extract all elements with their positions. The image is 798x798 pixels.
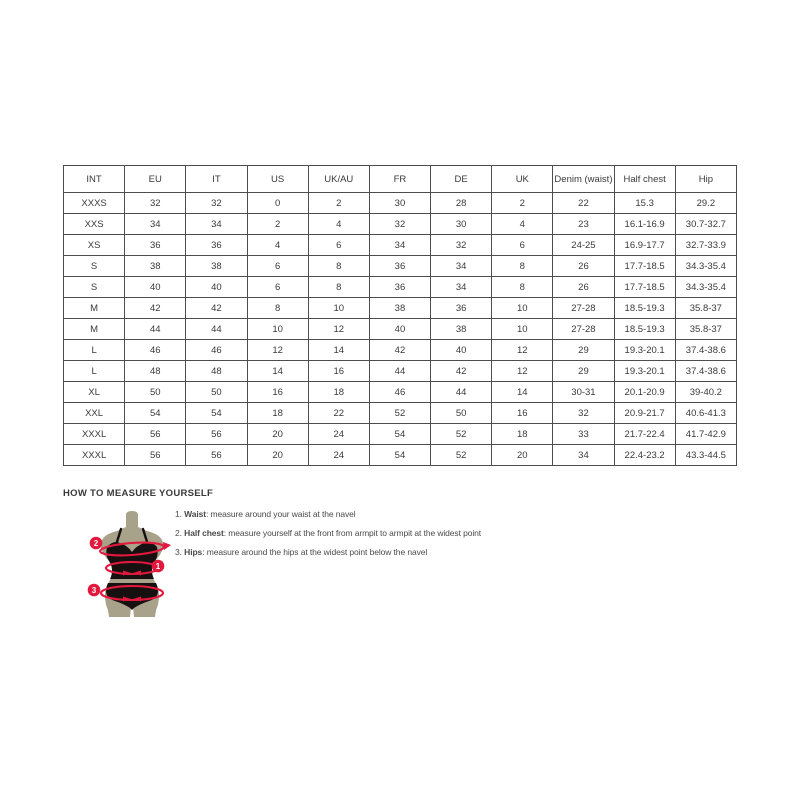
column-header-half-chest: Half chest [614, 166, 675, 193]
table-cell: 44 [186, 319, 247, 340]
size-conversion-table [63, 165, 737, 466]
table-cell: 8 [247, 298, 308, 319]
table-cell: 18.5-19.3 [614, 319, 675, 340]
table-cell: 32.7-33.9 [675, 235, 736, 256]
table-cell: 28 [431, 193, 492, 214]
table-cell: 6 [247, 256, 308, 277]
table-cell: M [64, 319, 125, 340]
step-number: 2. [175, 528, 185, 538]
table-cell: 38 [369, 298, 430, 319]
table-cell: 40 [186, 277, 247, 298]
table-cell: 34 [553, 445, 614, 466]
table-cell: 37.4-38.6 [675, 361, 736, 382]
table-cell: 32 [186, 193, 247, 214]
table-cell: 36 [369, 277, 430, 298]
table-cell: 22 [308, 403, 369, 424]
table-cell: 44 [125, 319, 186, 340]
table-cell: 4 [492, 214, 553, 235]
table-cell: 34 [369, 235, 430, 256]
table-cell: 16 [492, 403, 553, 424]
table-row [64, 340, 737, 361]
column-header-it: IT [186, 166, 247, 193]
table-cell: 30 [431, 214, 492, 235]
table-cell: 6 [308, 235, 369, 256]
step-text: : measure yourself at the front from armpit to armpit at the widest point [223, 528, 482, 538]
badge-number: 3 [91, 586, 97, 595]
table-row [64, 298, 737, 319]
table-row [64, 445, 737, 466]
table-cell: 38 [186, 256, 247, 277]
table-cell: XXXL [64, 424, 125, 445]
column-header-int: INT [64, 166, 125, 193]
table-cell: 12 [308, 319, 369, 340]
badge-hips [88, 584, 101, 597]
column-header-uk: UK [492, 166, 553, 193]
size-table-head [64, 166, 737, 193]
table-cell: 52 [431, 445, 492, 466]
table-cell: 54 [125, 403, 186, 424]
table-cell: 14 [492, 382, 553, 403]
table-row [64, 256, 737, 277]
table-cell: 34.3-35.4 [675, 277, 736, 298]
table-cell: XS [64, 235, 125, 256]
table-cell: 26 [553, 277, 614, 298]
table-cell: XXXS [64, 193, 125, 214]
table-cell: 22 [553, 193, 614, 214]
table-cell: 16.1-16.9 [614, 214, 675, 235]
table-cell: 56 [186, 445, 247, 466]
table-cell: 52 [369, 403, 430, 424]
table-cell: 8 [492, 277, 553, 298]
table-cell: 56 [125, 445, 186, 466]
column-header-de: DE [431, 166, 492, 193]
table-cell: 24 [308, 445, 369, 466]
table-cell: 32 [553, 403, 614, 424]
table-cell: 54 [369, 424, 430, 445]
table-cell: 48 [186, 361, 247, 382]
table-cell: 36 [431, 298, 492, 319]
table-cell: 40.6-41.3 [675, 403, 736, 424]
table-cell: 29.2 [675, 193, 736, 214]
table-cell: 2 [247, 214, 308, 235]
table-cell: 23 [553, 214, 614, 235]
table-cell: 8 [308, 277, 369, 298]
table-row [64, 382, 737, 403]
table-cell: 56 [186, 424, 247, 445]
table-cell: 30 [369, 193, 430, 214]
table-cell: 34 [431, 256, 492, 277]
table-cell: 17.7-18.5 [614, 256, 675, 277]
size-table-header-row [64, 166, 737, 193]
measure-steps [175, 505, 481, 562]
table-cell: 6 [492, 235, 553, 256]
table-row [64, 193, 737, 214]
table-cell: 20 [247, 424, 308, 445]
table-cell: S [64, 277, 125, 298]
table-cell: 54 [369, 445, 430, 466]
table-cell: 15.3 [614, 193, 675, 214]
table-cell: 29 [553, 340, 614, 361]
table-cell: 4 [247, 235, 308, 256]
table-row [64, 277, 737, 298]
table-cell: 2 [308, 193, 369, 214]
table-cell: 36 [369, 256, 430, 277]
table-cell: 30-31 [553, 382, 614, 403]
table-cell: 16.9-17.7 [614, 235, 675, 256]
table-row [64, 361, 737, 382]
table-cell: 48 [125, 361, 186, 382]
table-cell: 26 [553, 256, 614, 277]
table-cell: 12 [492, 340, 553, 361]
table-cell: 18.5-19.3 [614, 298, 675, 319]
step-label: Waist [184, 509, 207, 519]
size-table-body [64, 193, 737, 466]
table-cell: 36 [186, 235, 247, 256]
table-cell: 40 [369, 319, 430, 340]
table-cell: 50 [125, 382, 186, 403]
table-cell: 39-40.2 [675, 382, 736, 403]
table-cell: 10 [308, 298, 369, 319]
table-cell: 6 [247, 277, 308, 298]
table-cell: 34 [186, 214, 247, 235]
table-cell: 36 [125, 235, 186, 256]
table-cell: 19.3-20.1 [614, 340, 675, 361]
table-cell: 42 [369, 340, 430, 361]
table-cell: 29 [553, 361, 614, 382]
table-cell: 42 [125, 298, 186, 319]
measure-step-2 [175, 524, 481, 543]
table-cell: 32 [369, 214, 430, 235]
table-row [64, 235, 737, 256]
table-cell: 8 [308, 256, 369, 277]
table-cell: 10 [247, 319, 308, 340]
measure-step-1 [175, 505, 481, 524]
table-row [64, 403, 737, 424]
table-cell: 27-28 [553, 319, 614, 340]
table-row [64, 214, 737, 235]
table-cell: 18 [247, 403, 308, 424]
table-cell: 42 [431, 361, 492, 382]
badge-number: 1 [155, 562, 161, 571]
table-cell: 40 [431, 340, 492, 361]
table-cell: 34 [431, 277, 492, 298]
table-cell: 20 [492, 445, 553, 466]
table-cell: 46 [369, 382, 430, 403]
step-text: : measure around your waist at the navel [206, 509, 356, 519]
table-cell: 54 [186, 403, 247, 424]
half-chest-arrow [163, 542, 171, 550]
measure-step-3 [175, 543, 481, 562]
column-header-us: US [247, 166, 308, 193]
table-cell: 14 [308, 340, 369, 361]
step-number: 1. [175, 509, 185, 519]
step-text: : measure around the hips at the widest point below the navel [202, 547, 428, 557]
table-cell: 38 [125, 256, 186, 277]
table-cell: 46 [186, 340, 247, 361]
table-cell: 32 [431, 235, 492, 256]
table-cell: 14 [247, 361, 308, 382]
table-row [64, 319, 737, 340]
table-cell: 46 [125, 340, 186, 361]
table-cell: 12 [492, 361, 553, 382]
table-cell: L [64, 361, 125, 382]
table-cell: XXL [64, 403, 125, 424]
table-cell: 40 [125, 277, 186, 298]
table-cell: 17.7-18.5 [614, 277, 675, 298]
table-cell: 20 [247, 445, 308, 466]
table-cell: 2 [492, 193, 553, 214]
measurement-figure-illustration [85, 503, 185, 618]
table-cell: 42 [186, 298, 247, 319]
table-cell: 20.1-20.9 [614, 382, 675, 403]
table-cell: 18 [308, 382, 369, 403]
table-cell: 22.4-23.2 [614, 445, 675, 466]
table-cell: 10 [492, 298, 553, 319]
table-cell: XL [64, 382, 125, 403]
measure-section-heading: HOW TO MEASURE YOURSELF [63, 488, 214, 499]
table-cell: M [64, 298, 125, 319]
table-cell: 35.8-37 [675, 298, 736, 319]
table-cell: 21.7-22.4 [614, 424, 675, 445]
column-header-denim-waist: Denim (waist) [553, 166, 614, 193]
table-cell: 0 [247, 193, 308, 214]
table-cell: 27-28 [553, 298, 614, 319]
table-cell: 35.8-37 [675, 319, 736, 340]
table-cell: 18 [492, 424, 553, 445]
column-header-hip: Hip [675, 166, 736, 193]
badge-waist [152, 560, 165, 573]
column-header-fr: FR [369, 166, 430, 193]
table-cell: 43.3-44.5 [675, 445, 736, 466]
column-header-eu: EU [125, 166, 186, 193]
table-cell: L [64, 340, 125, 361]
table-cell: 52 [431, 424, 492, 445]
table-cell: 24 [308, 424, 369, 445]
table-cell: 10 [492, 319, 553, 340]
badge-half-chest [90, 537, 103, 550]
table-cell: 12 [247, 340, 308, 361]
table-cell: 34.3-35.4 [675, 256, 736, 277]
table-cell: 41.7-42.9 [675, 424, 736, 445]
badge-number: 2 [93, 539, 99, 548]
table-cell: XXXL [64, 445, 125, 466]
table-cell: 16 [308, 361, 369, 382]
table-cell: 56 [125, 424, 186, 445]
table-row [64, 424, 737, 445]
table-cell: 8 [492, 256, 553, 277]
step-number: 3. [175, 547, 185, 557]
table-cell: 32 [125, 193, 186, 214]
table-cell: 20.9-21.7 [614, 403, 675, 424]
table-cell: 44 [369, 361, 430, 382]
table-cell: 44 [431, 382, 492, 403]
table-cell: 30.7-32.7 [675, 214, 736, 235]
step-label: Half chest [184, 528, 224, 538]
column-header-uk-au: UK/AU [308, 166, 369, 193]
table-cell: S [64, 256, 125, 277]
step-label: Hips [184, 547, 203, 557]
table-cell: 37.4-38.6 [675, 340, 736, 361]
table-cell: 4 [308, 214, 369, 235]
table-cell: 50 [431, 403, 492, 424]
table-cell: XXS [64, 214, 125, 235]
table-cell: 34 [125, 214, 186, 235]
table-cell: 38 [431, 319, 492, 340]
table-cell: 16 [247, 382, 308, 403]
table-cell: 50 [186, 382, 247, 403]
table-cell: 24-25 [553, 235, 614, 256]
table-cell: 33 [553, 424, 614, 445]
table-cell: 19.3-20.1 [614, 361, 675, 382]
